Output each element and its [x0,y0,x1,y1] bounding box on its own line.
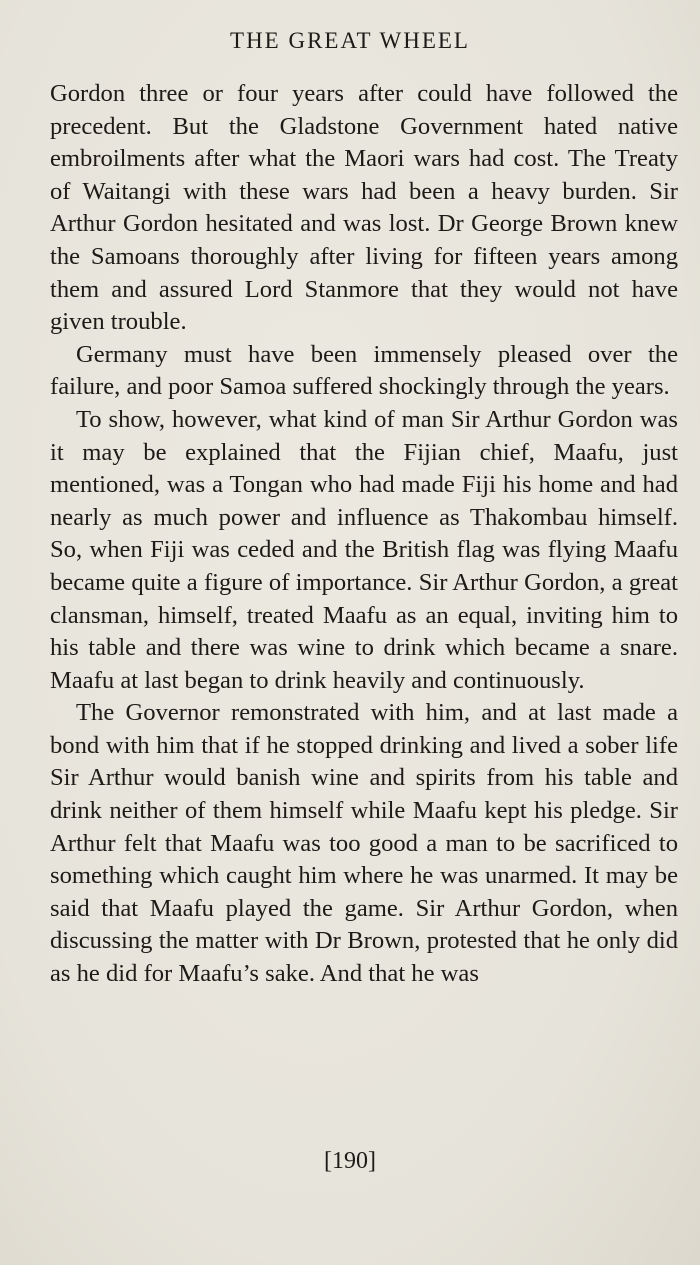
paragraph-germany: Germany must have been immensely pleased over the failure, and poor Samoa suffered shockingly through the years. [50,340,678,401]
paragraph-continuation: Gordon three or four years after could have followed the precedent. But the Gladstone Government hated native embroilments after what the Maori wars had cost. The Treaty of Waitangi with these wars had been a heavy burden. Sir Arthur Gordon hesitated and was lost. Dr George Brown knew the Samoans thoroughly after living for fifteen years among them and assured Lord Stanmore that they would not have given trouble. [50,80,678,336]
running-head: THE GREAT WHEEL [230,28,470,53]
page-number: [190] [324,1148,376,1174]
body-text [50,78,678,991]
paragraph-governor: The Governor remonstrated with him, and at last made a bond with him that if he stopped drinking and lived a sober life Sir Arthur would banish wine and spirits from his table and drink neither of them himself while Maafu kept his pledge. Sir Arthur felt that Maafu was too good a man to be sacrificed to something which caught him where he was unarmed. It may be said that Maafu played the game. Sir Arthur Gordon, when discussing the matter with Dr Brown, protested that he only did as he did for Maafu’s sake. And that he was [50,699,678,988]
paragraph-maafu: To show, however, what kind of man Sir Arthur Gordon was it may be explained that the Fijian chief, Maafu, just mentioned, was a Tongan who had made Fiji his home and had nearly as much power and influence as Thakombau himself. So, when Fiji was ceded and the British flag was flying Maafu became quite a figure of importance. Sir Arthur Gordon, a great clansman, himself, treated Maafu as an equal, inviting him to his table and there was wine to drink which became a snare. Maafu at last began to drink heavily and continuously. [50,405,678,694]
